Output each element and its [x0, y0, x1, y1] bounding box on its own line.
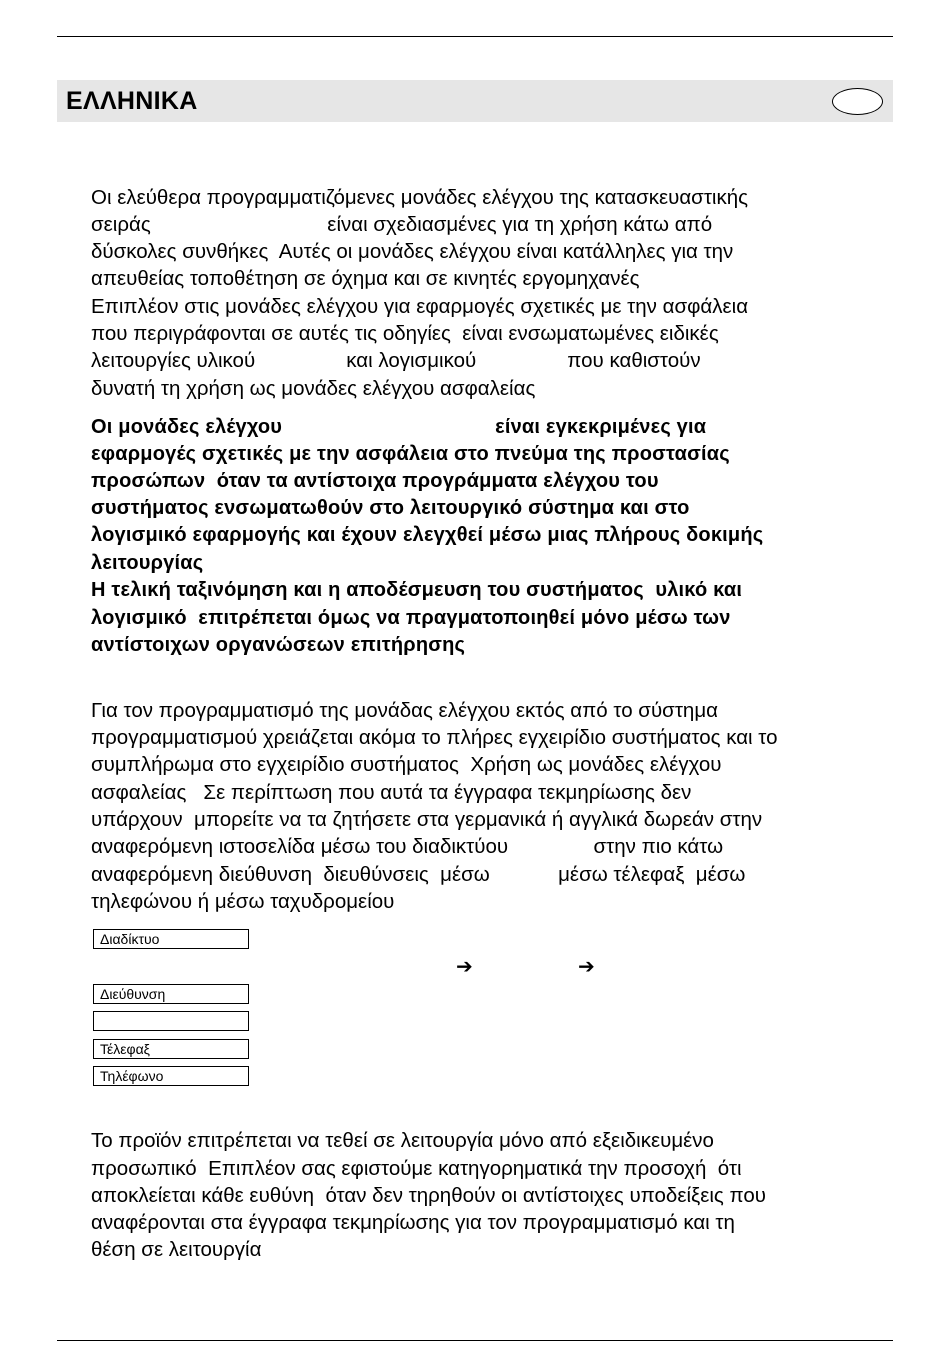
bold-line: λογισμικό επιτρέπεται όμως να πραγματοποιηθεί μόνο μέσω των — [91, 607, 731, 629]
arrow-right-icon: ➔ — [578, 956, 595, 978]
address-label-box: Διεύθυνση — [93, 984, 249, 1004]
blank-label-box — [93, 1011, 249, 1031]
doc-line: προγραμματισμού χρειάζεται ακόμα το πλήρες εγχειρίδιο συστήματος και το — [91, 726, 778, 749]
language-header-bar — [57, 80, 893, 122]
bold-line: Οι μονάδες ελέγχου είναι εγκεκριμένες για — [91, 416, 707, 438]
bold-line: συστήματος ενσωματωθούν στο λειτουργικό σύστημα και στο — [91, 497, 690, 519]
closing-line: αναφέρονται στα έγγραφα τεκμηρίωσης για τον προγραμματισμό και τη — [91, 1211, 735, 1234]
bold-line: εφαρμογές σχετικές με την ασφάλεια στο πνεύμα της προστασίας — [91, 443, 730, 465]
intro-line: δυνατή τη χρήση ως μονάδες ελέγχου ασφαλείας — [91, 377, 536, 400]
internet-label-box: Διαδίκτυο — [93, 929, 249, 949]
intro-line: Οι ελεύθερα προγραμματιζόμενες μονάδες ελέγχου της κατασκευαστικής — [91, 186, 749, 209]
bold-line: λειτουργίας — [91, 552, 204, 574]
intro-line: σειράς είναι σχεδιασμένες για τη χρήση κάτω από — [91, 213, 713, 236]
doc-line: Για τον προγραμματισμό της μονάδας ελέγχου εκτός από το σύστημα — [91, 699, 718, 722]
intro-line: λειτουργίες υλικού και λογισμικού που καθιστούν — [91, 349, 701, 372]
closing-line: Το προϊόν επιτρέπεται να τεθεί σε λειτουργία μόνο από εξειδικευμένο — [91, 1129, 714, 1152]
doc-line: αναφερόμενη διεύθυνση διευθύνσεις μέσω μέσω τέλεφαξ μέσω — [91, 863, 746, 886]
intro-line: απευθείας τοποθέτηση σε όχημα και σε κινητές εργομηχανές — [91, 267, 640, 290]
closing-line: προσωπικό Επιπλέον σας εφιστούμε κατηγορηματικά την προσοχή ότι — [91, 1157, 742, 1180]
intro-line: που περιγράφονται σε αυτές τις οδηγίες είναι ενσωματωμένες ειδικές — [91, 322, 719, 345]
bold-line: Η τελική ταξινόμηση και η αποδέσμευση του συστήματος υλικό και — [91, 579, 743, 601]
country-oval-badge — [832, 88, 883, 115]
intro-line: δύσκολες συνθήκες Αυτές οι μονάδες ελέγχου είναι κατάλληλες για την — [91, 240, 734, 263]
doc-line: ασφαλείας Σε περίπτωση που αυτά τα έγγραφα τεκμηρίωσης δεν — [91, 781, 692, 804]
intro-line: Επιπλέον στις μονάδες ελέγχου για εφαρμογές σχετικές με την ασφάλεια — [91, 295, 749, 318]
arrow-right-icon: ➔ — [456, 956, 473, 978]
top-rule — [57, 36, 893, 37]
closing-line: αποκλείεται κάθε ευθύνη όταν δεν τηρηθούν οι αντίστοιχες υποδείξεις που — [91, 1184, 766, 1207]
bottom-rule — [57, 1340, 893, 1341]
bold-line: αντίστοιχων οργανώσεων επιτήρησης — [91, 634, 466, 656]
closing-line: θέση σε λειτουργία — [91, 1238, 262, 1261]
bold-line: προσώπων όταν τα αντίστοιχα προγράμματα ελέγχου του — [91, 470, 659, 492]
fax-label-box: Τέλεφαξ — [93, 1039, 249, 1059]
language-title: ΕΛΛΗΝΙΚΑ — [66, 87, 198, 115]
doc-line: υπάρχουν μπορείτε να τα ζητήσετε στα γερμανικά ή αγγλικά δωρεάν στην — [91, 808, 763, 831]
phone-label-box: Τηλέφωνο — [93, 1066, 249, 1086]
bold-line: λογισμικό εφαρμογής και έχουν ελεγχθεί μέσω μιας πλήρους δοκιμής — [91, 524, 764, 546]
doc-line: τηλεφώνου ή μέσω ταχυδρομείου — [91, 890, 395, 913]
doc-line: συμπλήρωμα στο εγχειρίδιο συστήματος Χρήση ως μονάδες ελέγχου — [91, 753, 722, 776]
doc-line: αναφερόμενη ιστοσελίδα μέσω του διαδικτύου στην πιο κάτω — [91, 835, 724, 858]
